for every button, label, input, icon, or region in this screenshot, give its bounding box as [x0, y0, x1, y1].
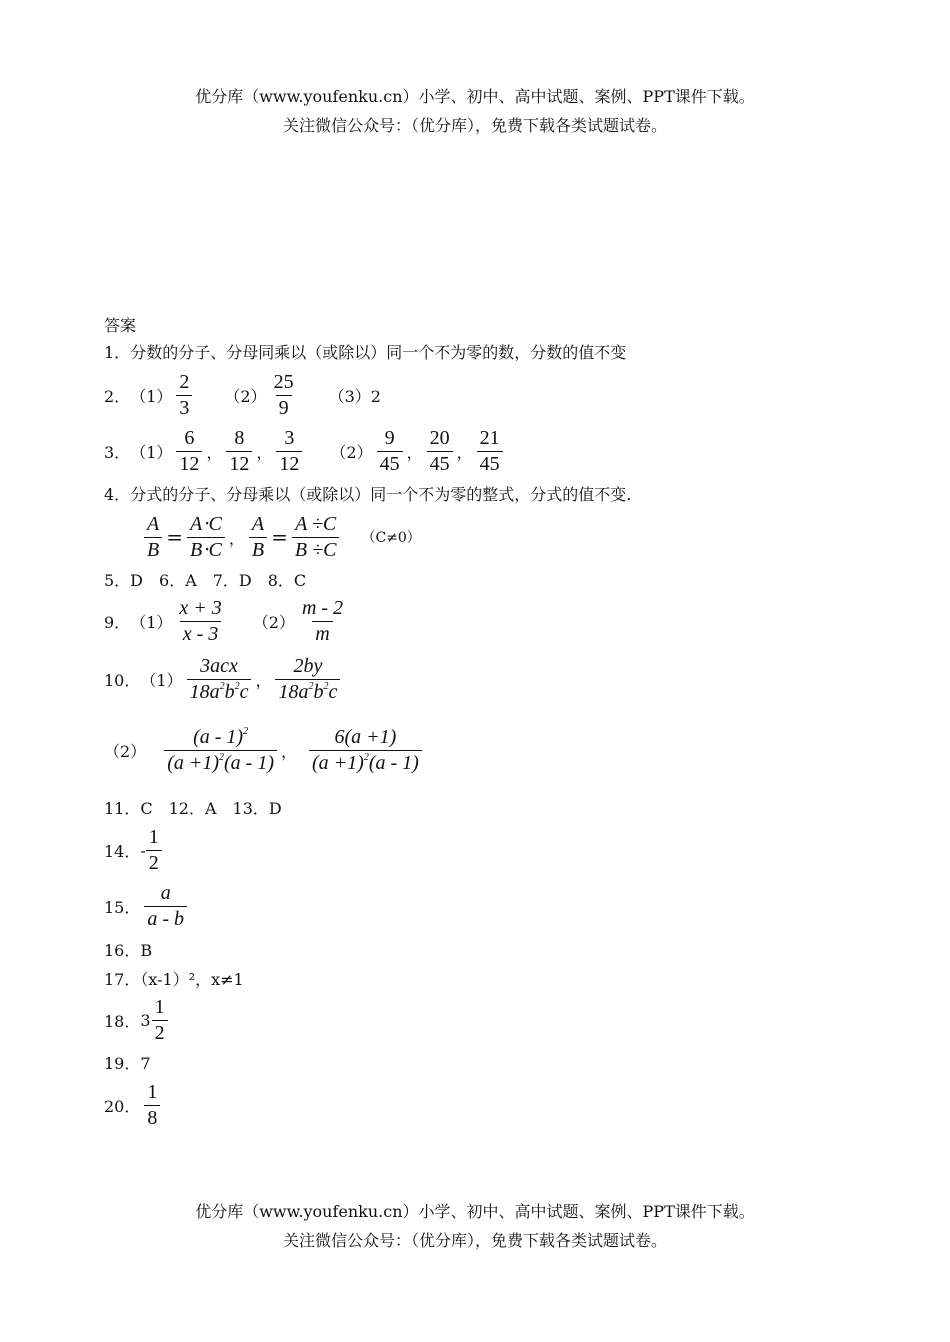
fraction: $\frac{(a - 1)^2}{(a +1)^2(a - 1)}$ — [164, 725, 277, 776]
fraction: $\frac{8}{12}$ — [226, 426, 252, 477]
fraction: $\frac{9}{45}$ — [377, 426, 403, 477]
fraction: $\frac{21}{45}$ — [477, 426, 503, 477]
fraction: $\frac{A \div C}{B \div C}$ — [292, 512, 340, 563]
answer-20: 20． $\frac{1}{8}$ — [104, 1090, 164, 1120]
header-line-2: 关注微信公众号：（优分库），免费下载各类试题试卷。 — [282, 116, 667, 135]
answer-17: 17．（x-1）²，x≠1 — [104, 969, 244, 989]
fraction: $\frac{A\cdot C}{B\cdot C}$ — [187, 512, 225, 563]
answer-4-formula: $\frac{A}{B}$ = $\frac{A\cdot C}{B\cdot C}$ ， $\frac{A}{B}$ = $\frac{A \div C}{B \div C}$ （C≠0） — [140, 522, 421, 552]
header-line-1: 优分库（www.youfenku.cn）小学、初中、高中试题、案例、PPT课件下载。 — [195, 87, 755, 106]
fraction: $\frac{m - 2}{m}$ — [301, 596, 344, 645]
fraction: $\frac{6(a +1)}{(a +1)^2(a - 1)}$ — [309, 725, 422, 776]
answer-10-part-1: 10． （1） $\frac{\text{3acx}}{18a^2b^2c}$ ， $\frac{2by}{18a^2b^2c}$ — [104, 664, 344, 694]
answer-3: 3． （1） $\frac{6}{12}$ ， $\frac{8}{12}$ ， $\frac{3}{12}$ （2） $\frac{9}{45}$ ， $\frac{20}{45}$ ， $\frac{21}{45}$ — [104, 436, 507, 466]
answer-2: 2． （1） $\frac{2}{3}$ （2） $\frac{25}{9}$ （3）2 — [104, 370, 381, 419]
fraction: $\frac{20}{45}$ — [427, 426, 453, 477]
answer-10-part-2: （2） $\frac{(a - 1)^2}{(a +1)^2(a - 1)}$ ， $\frac{6(a +1)}{(a +1)^2(a - 1)}$ — [104, 735, 426, 765]
answer-14: 14． - $\frac{1}{2}$ — [104, 835, 166, 865]
answer-5-8: 5．D 6．A 7．D 8．C — [104, 570, 307, 590]
footer-line-2: 关注微信公众号：（优分库），免费下载各类试题试卷。 — [282, 1231, 667, 1250]
fraction: $\frac{x + 3}{x - 3}$ — [179, 596, 222, 645]
answer-19: 19．7 — [104, 1053, 151, 1073]
answer-1: 1． 分数的分子、分母同乘以（或除以）同一个不为零的数，分数的值不变 — [104, 342, 627, 362]
answer-18: 18． 3 $\frac{1}{2}$ — [104, 1005, 172, 1035]
fraction: $\frac{1}{2}$ — [152, 995, 168, 1046]
fraction: $\frac{A}{B}$ — [249, 512, 267, 563]
fraction: $\frac{2}{3}$ — [176, 370, 192, 421]
fraction: $\frac{\text{3acx}}{18a^2b^2c}$ — [187, 654, 252, 705]
fraction: $\frac{1}{8}$ — [144, 1080, 160, 1131]
answer-4: 4． 分式的分子、分母乘以（或除以）同一个不为零的整式，分式的值不变. — [104, 484, 632, 504]
fraction: $\frac{A}{B}$ — [144, 512, 162, 563]
fraction: $\frac{a}{a - b}$ — [144, 881, 187, 932]
answer-16: 16．B — [104, 940, 153, 960]
fraction: $\frac{25}{9}$ — [273, 370, 294, 419]
footer-line-1: 优分库（www.youfenku.cn）小学、初中、高中试题、案例、PPT课件下载。 — [195, 1202, 755, 1221]
fraction: $\frac{2by}{18a^2b^2c}$ — [275, 654, 340, 705]
answers-title: 答案 — [104, 315, 137, 335]
answer-15: 15． $\frac{a}{a - b}$ — [104, 891, 191, 921]
answer-11-13: 11．C 12．A 13．D — [104, 798, 282, 818]
fraction: $\frac{1}{2}$ — [146, 825, 162, 876]
fraction: $\frac{6}{12}$ — [176, 426, 202, 477]
answer-9: 9． （1） $\frac{x + 3}{x - 3}$ （2） $\frac{m - 2}{m}$ — [104, 606, 350, 636]
fraction: $\frac{3}{12}$ — [276, 426, 302, 477]
